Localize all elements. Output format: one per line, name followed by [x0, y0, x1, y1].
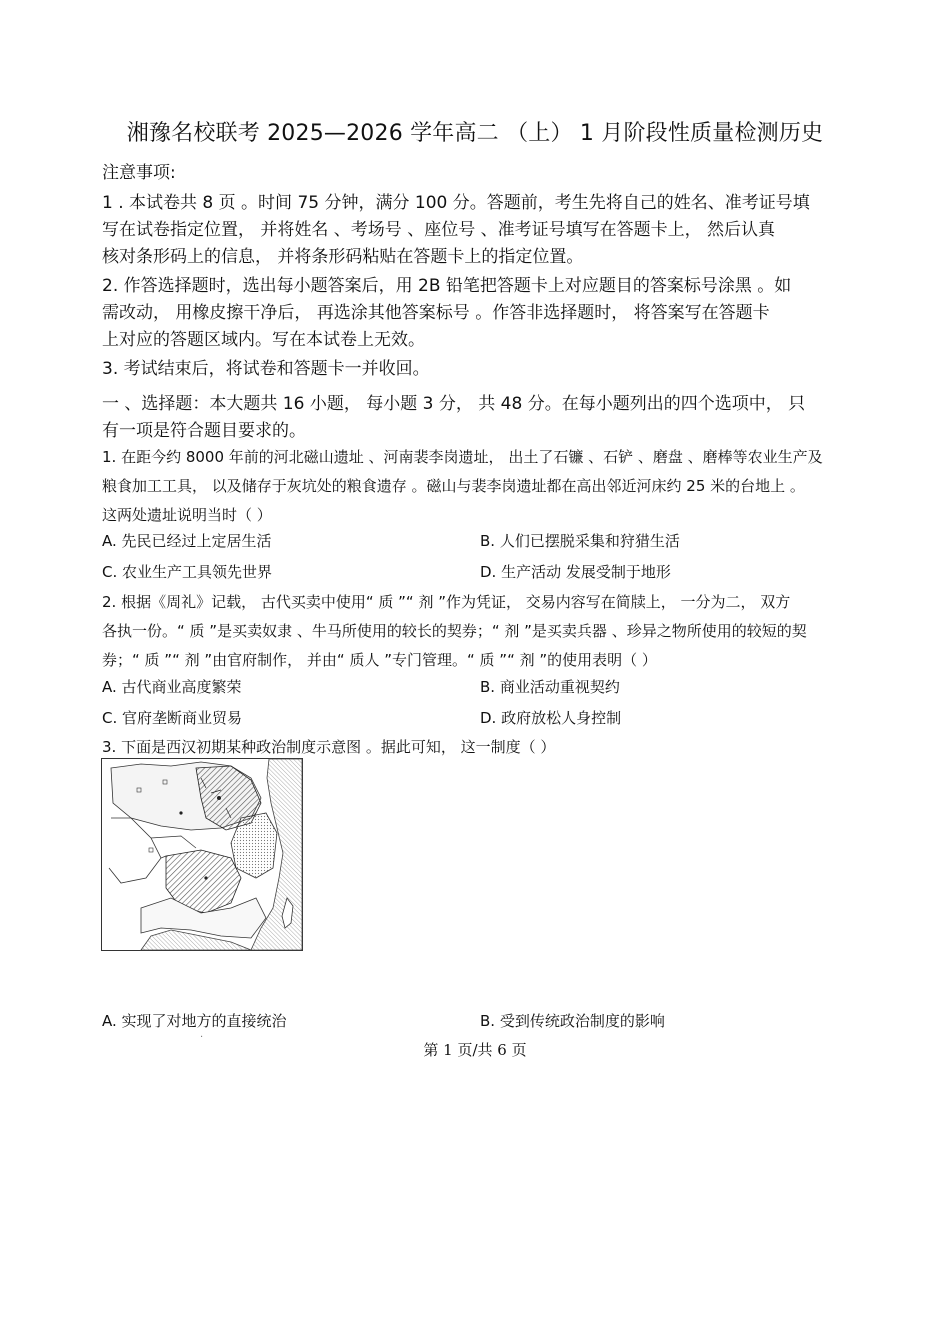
notice-line: 需改动， 用橡皮擦干净后， 再选涂其他答案标号 。作答非选择题时， 将答案写在答题卡 — [102, 303, 770, 323]
stem-line: 2. 根据《周礼》记载， 古代买卖中使用“ 质 ”“ 剂 ”作为凭证， 交易内容写在简牍上， 一分为二， 双方 — [102, 593, 791, 611]
question-2-option-d[interactable]: D. 政府放松人身控制 — [480, 709, 622, 727]
question-3-option-a[interactable]: A. 实现了对地方的直接统治 — [102, 1012, 287, 1030]
question-1-stem — [102, 443, 872, 530]
notice-line: 写在试卷指定位置， 并将姓名 、考场号 、座位号 、准考证号填写在答题卡上， 然后认真 — [102, 220, 776, 240]
notice-line: 3. 考试结束后，将试卷和答题卡一并收回。 — [102, 359, 430, 379]
stem-line: 这两处遗址说明当时（ ） — [102, 506, 272, 524]
scan-speck: · — [200, 1032, 204, 1043]
notice-line: 核对条形码上的信息， 并将条形码粘贴在答题卡上的指定位置。 — [102, 247, 584, 267]
question-1-option-c[interactable]: C. 农业生产工具领先世界 — [102, 563, 273, 581]
question-3-option-b[interactable]: B. 受到传统政治制度的影响 — [480, 1012, 665, 1030]
notice-item-2 — [102, 273, 862, 354]
question-1-option-a[interactable]: A. 先民已经过上定居生活 — [102, 532, 272, 550]
section-line: 一 、选择题：本大题共 16 小题， 每小题 3 分， 共 48 分。在每小题列出的四个选项中， 只 — [102, 394, 806, 414]
question-2-option-c[interactable]: C. 官府垄断商业贸易 — [102, 709, 243, 727]
notice-line: 2. 作答选择题时，选出每小题答案后，用 2B 铅笔把答题卡上对应题目的答案标号涂黑 。如 — [102, 276, 792, 296]
page-footer: 第 1 页/共 6 页 — [423, 1041, 527, 1059]
question-1-option-d[interactable]: D. 生产活动 发展受制于地形 — [480, 563, 671, 581]
section-line: 有一项是符合题目要求的。 — [102, 421, 306, 441]
page-title: 湘豫名校联考 2025—2026 学年高二 （上） 1 月阶段性质量检测历史 — [126, 121, 824, 146]
notice-heading: 注意事项: — [102, 163, 176, 183]
stem-line: 1. 在距今约 8000 年前的河北磁山遗址 、河南裴李岗遗址， 出土了石镰 、石铲 、磨盘 、磨棒等农业生产及 — [102, 448, 823, 466]
question-2-stem — [102, 588, 872, 675]
stem-line: 3. 下面是西汉初期某种政治制度示意图 。据此可知， 这一制度（ ） — [102, 738, 556, 756]
western-han-map-image — [101, 758, 303, 951]
notice-line: 1 . 本试卷共 8 页 。时间 75 分钟，满分 100 分。答题前，考生先将自己的姓名、准考证号填 — [102, 193, 810, 213]
notice-item-1 — [102, 190, 862, 271]
stem-line: 各执一份。“ 质 ”是买卖奴隶 、牛马所使用的较长的契券；“ 剂 ”是买卖兵器 、珍异之物所使用的较短的契 — [102, 622, 807, 640]
question-2-option-b[interactable]: B. 商业活动重视契约 — [480, 678, 620, 696]
stem-line: 券；“ 质 ”“ 剂 ”由官府制作， 并由“ 质人 ”专门管理。“ 质 ”“ 剂 ”的使用表明（ ） — [102, 651, 657, 669]
stem-line: 粮食加工工具， 以及储存于灰坑处的粮食遗存 。磁山与裴李岗遗址都在高出邻近河床约 25 米的台地上 。 — [102, 477, 805, 495]
notice-line: 上对应的答题区域内。写在本试卷上无效。 — [102, 330, 425, 350]
question-2-option-a[interactable]: A. 古代商业高度繁荣 — [102, 678, 242, 696]
section-heading — [102, 391, 862, 445]
question-1-option-b[interactable]: B. 人们已摆脱采集和狩猎生活 — [480, 532, 680, 550]
notice-item-3 — [102, 356, 862, 383]
